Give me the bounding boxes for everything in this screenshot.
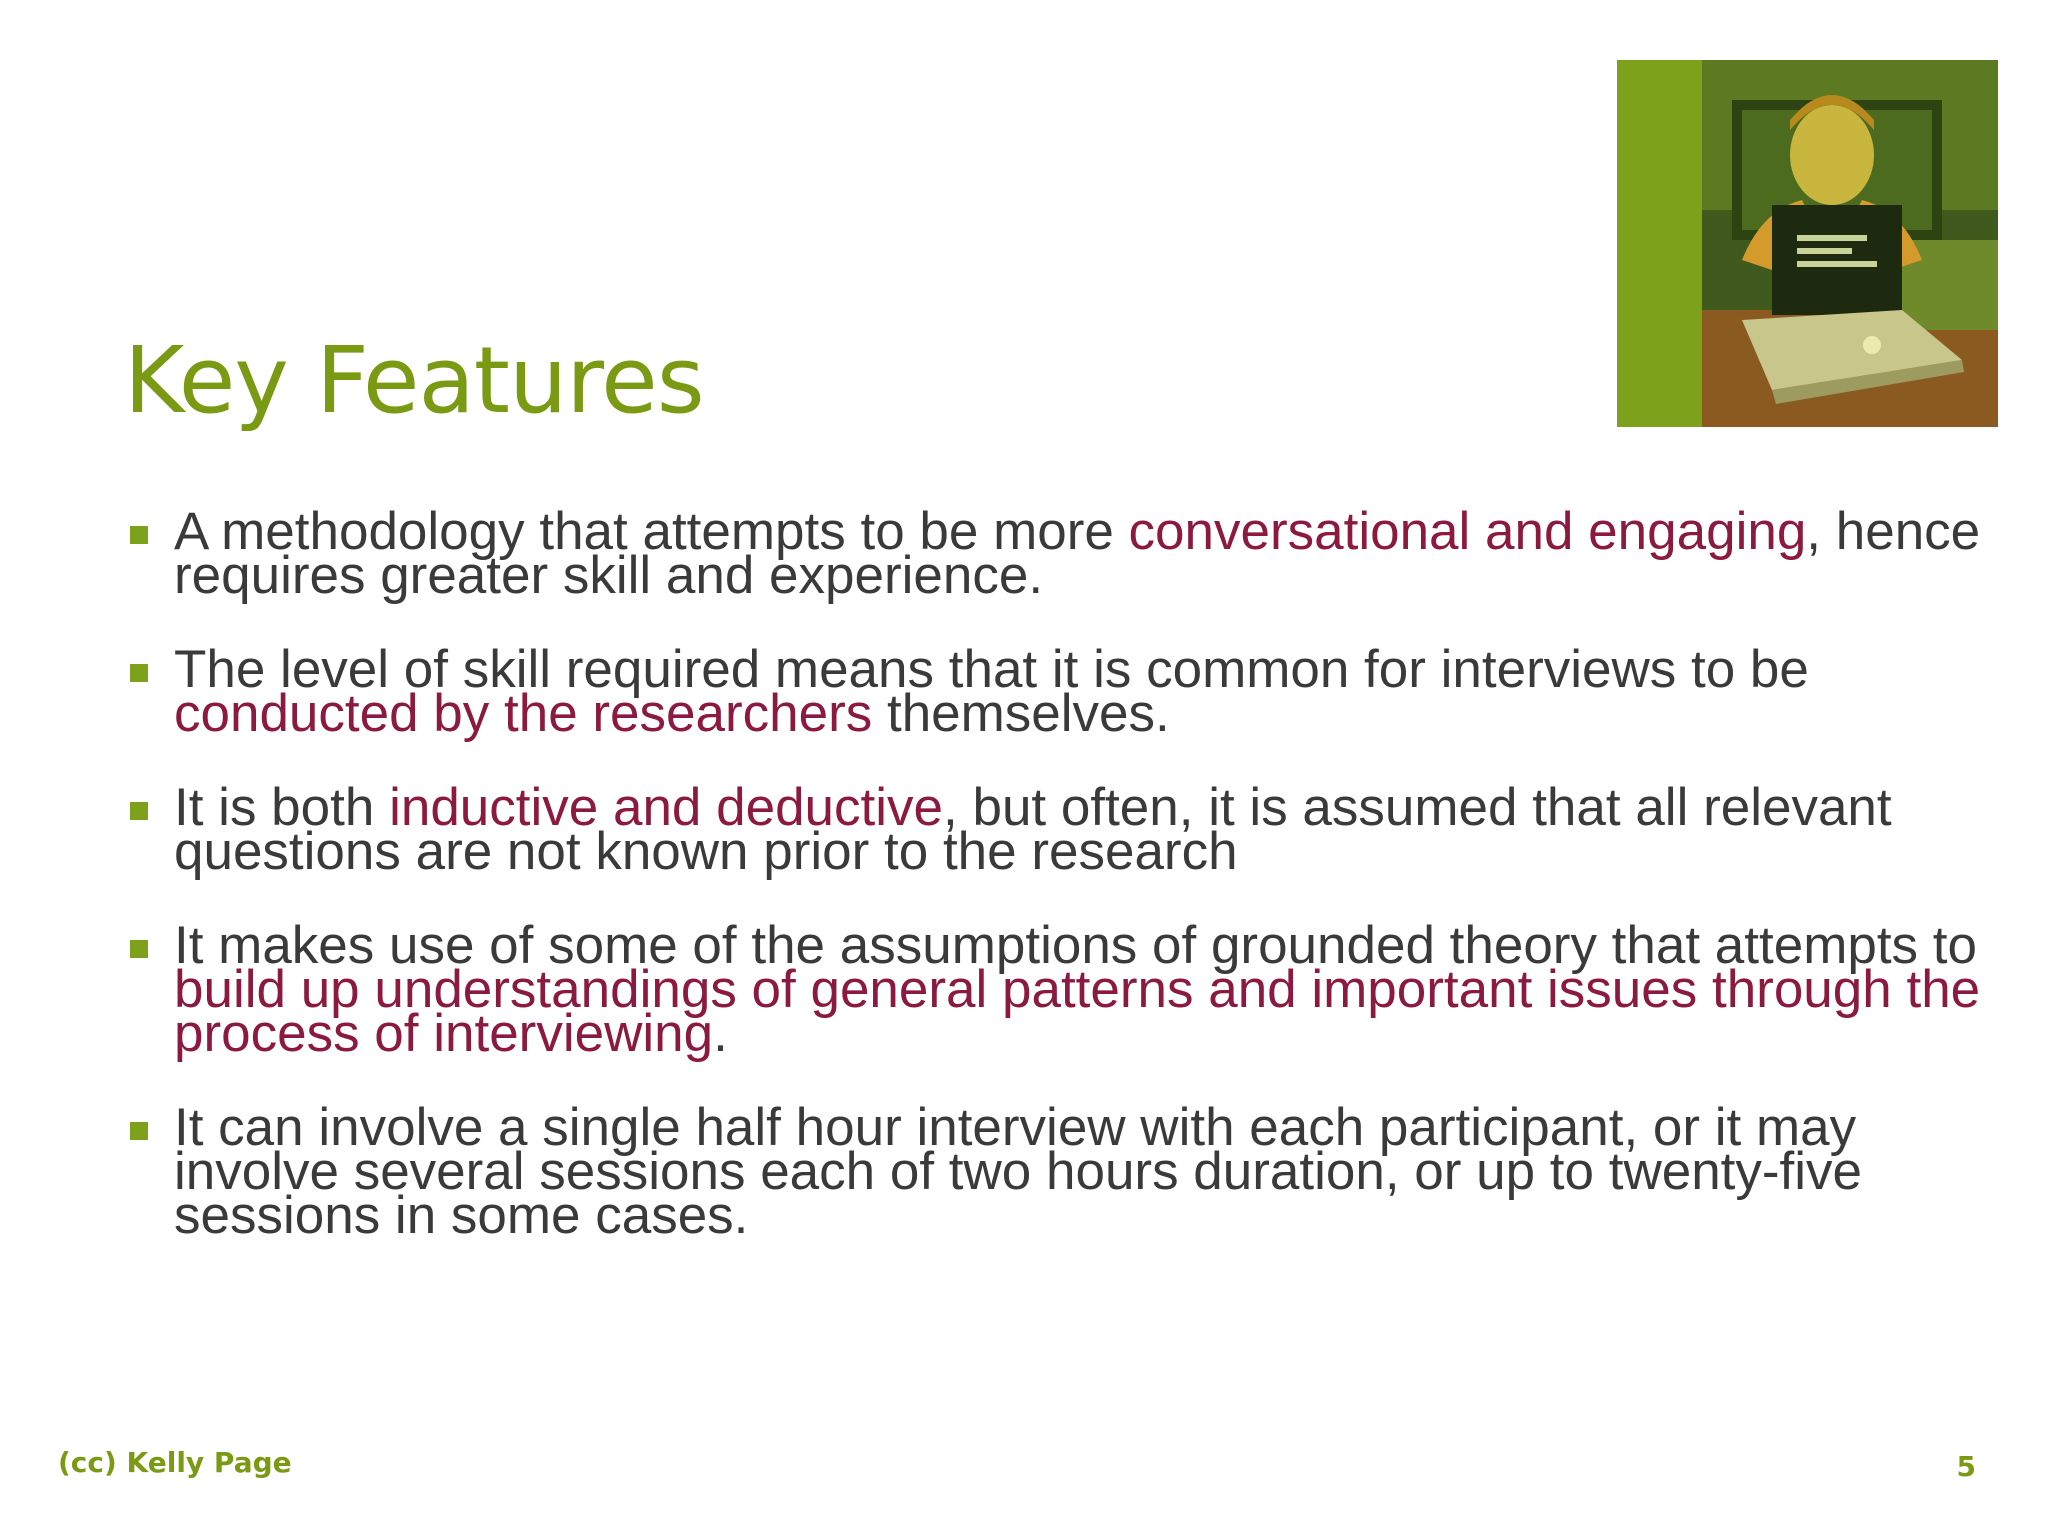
person-laptop-image xyxy=(1702,60,1998,427)
square-bullet-icon xyxy=(130,526,148,544)
bullet-item xyxy=(128,1098,1988,1245)
bullet-item xyxy=(128,640,1988,743)
highlighted-text: conducted by the researchers xyxy=(174,684,873,743)
bullet-text: , but often, it is assumed that all relevant questions are not known prior to the research xyxy=(174,778,1892,881)
footer-credit: (cc) Kelly Page xyxy=(58,1446,292,1479)
photo-green-stripe xyxy=(1617,60,1702,427)
square-bullet-icon xyxy=(130,940,148,958)
bullet-text: A methodology that attempts to be more xyxy=(174,502,1129,561)
highlighted-text: conversational and engaging xyxy=(1128,502,1807,561)
bullet-list xyxy=(128,502,1988,1288)
page-number: 5 xyxy=(1956,1450,1976,1483)
square-bullet-icon xyxy=(130,1122,148,1140)
square-bullet-icon xyxy=(130,802,148,820)
bullet-text: It is both xyxy=(174,778,390,837)
slide-title: Key Features xyxy=(124,327,704,434)
bullet-text: themselves. xyxy=(872,684,1170,743)
bullet-text: It makes use of some of the assumptions of grounded theory that attempts to xyxy=(174,916,1977,975)
bullet-text: It can involve a single half hour interview with each participant, or it may involve several sessions each of two hours duration, or up to twenty-five sessions in some cases. xyxy=(174,1098,1863,1245)
bullet-item xyxy=(128,502,1988,605)
bullet-item xyxy=(128,916,1988,1063)
bullet-text: , hence requires greater skill and experience. xyxy=(174,502,1981,605)
bullet-text: . xyxy=(713,1004,728,1063)
photo-person-with-laptop xyxy=(1617,60,1998,427)
bullet-text: The level of skill required means that it is common for interviews to be xyxy=(174,640,1809,699)
square-bullet-icon xyxy=(130,664,148,682)
highlighted-text: build up understandings of general patterns and important issues through the process of interviewing xyxy=(174,960,1981,1063)
bullet-item xyxy=(128,778,1988,881)
highlighted-text: inductive and deductive xyxy=(389,778,944,837)
